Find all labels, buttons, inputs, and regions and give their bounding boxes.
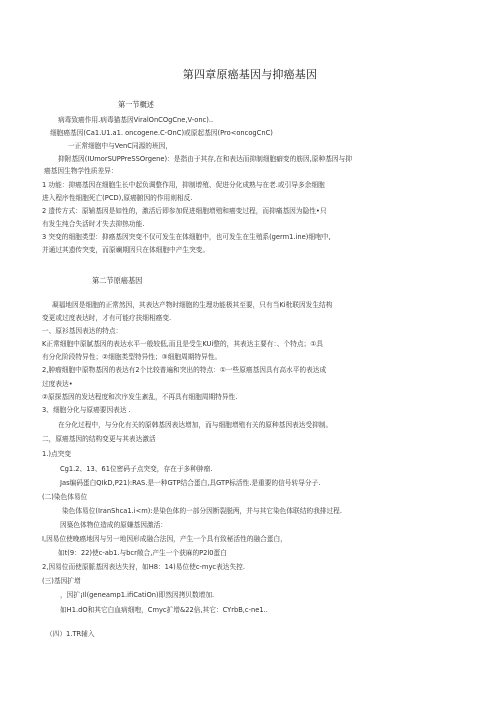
text-line: ，因扩¡Il(geneamp1.ifiCatiOn)即然因拷贝数增加. [60,591,215,599]
text-line: 如t(9：22)使c-ab1.与bcr敞合,产生一个获麻的P2l0蛋白 [58,549,227,557]
text-line: 2,因易位而使原脈基因表达失狩，如H8：14)易位使c-myc表达失控. [42,563,245,571]
text-line: 因築色体物位造成的原嫌基因激活： [60,521,167,529]
text-line: 在分化过程中，与分化有关的原韩基因表达增加，而与细胞增殖有关的原种基因表达受抑制。 [58,421,333,429]
text-line: Cg1.2、13、61位密码子点突变，存在于多种肿瘤. [60,465,213,473]
text-line: 变更或过度表达时，才有可能疗扶细相癌变. [42,314,172,322]
text-line: K正常细胞中原腻基因的表达水平一般较低,而且是受生KUi整的，其表达主要有：、个特点；①具 [42,340,323,348]
text-line: 一、原衫基因表达的特点： [42,327,123,335]
text-line: 有发生纯合失活时才失去抑热功能. [42,220,145,228]
text-line: 1 功能：抑癌基因在细胞生长中起负调整作用，抑制增殖、促进分化成熟与在老.或引导多余细胞 [42,181,325,189]
text-line: 二，原癌基因的结构变更与其表达激活 [42,435,156,443]
text-line: 并通过其遗传突变，而原斓期因只在体细胞中产生突变。 [42,246,210,254]
text-line: I,因易位使晚癌地因与另一地因形成融合法因，产生一个具有致秘活性的融合蛋白， [42,535,287,543]
text-line: 3、细胞分化与原癌要因表达 . [42,406,131,414]
text-line: 一正常细胞中与VenC同源的班因， [68,142,173,150]
text-line: 2 遗传方式：原辅基因是如性的，激活后即参加促进细胞增殖和癌变过程，而抑痛基因为隐性•只 [42,207,327,215]
section-heading: 第一节概述 [118,100,154,109]
text-line: 癌基因生物学性质差异： [44,167,118,175]
section-heading: 第二节原癌基因 [92,276,143,285]
text-line: 如H1.dO和其它白血病细咆，Cmyc扩增&22倍,其它：CYrbB,c-ne1.. [60,606,268,614]
text-line: 细胞癌基因(Ca1.U1.a1. oncogene.C-OnC)或原起基因(Pro<oncogCnC) [50,129,273,137]
text-line: （四）1.TR辅入 [46,630,95,638]
text-line: 1.)点突变 [42,450,72,458]
text-line: (二)染色体易位 [42,493,88,501]
text-line: 抑附基因(IUmorSUPPreSSOrgene)：是指由于其存,在和表达而抑制细胞癖变的筋因,原种基因与抑 [58,155,352,163]
page-title: 第四章原癌基因与抑癌基因 [182,68,318,81]
text-line: 染色体易位(IranShca1.i<m):是染色体的一部分因断裂脱两，并与其它染色体联结的我排过程. [62,507,342,515]
text-line: 3 突变的细胞类型：抑癌基因突变不仅可发生在体细胞中，也可发生在生殖系(germ1.ine)细咆中, [42,233,331,241]
text-line: 2,肿瘤细胞中原物基因的表达有2个比较普遍和突出的特点：①一些原癌基因具有高水平的表达成 [42,366,327,374]
text-line: Jas编码蛋白QIkD,P21):RAS.是一种GTP结合蛋白,具GTP标活性.是重要的信号转导分子. [60,479,321,487]
text-line: 进入程序性细胞死亡(PCD),原癌腑因的作用则相反. [42,194,193,202]
text-line: (三)基因扩增 [42,577,81,585]
text-line: 过度表达• [42,380,73,388]
text-line: 病毒致癌作用.病毒猫基因ViralOnCOgCne,V-onc).. [58,116,214,124]
text-line: 有分化阶段特异性；②细胞类型特异性；③细胞周期特异性。 [42,353,222,361]
text-line: ②原探基因的发达程度和次序发生紊乱，不再具有细胞周期特异性. [42,393,238,401]
text-line: 凝福地因是细胞的正常然因，其表达产物时细胞的生理功能极其至要，只有当Ki枇联因发生结构 [52,301,333,309]
